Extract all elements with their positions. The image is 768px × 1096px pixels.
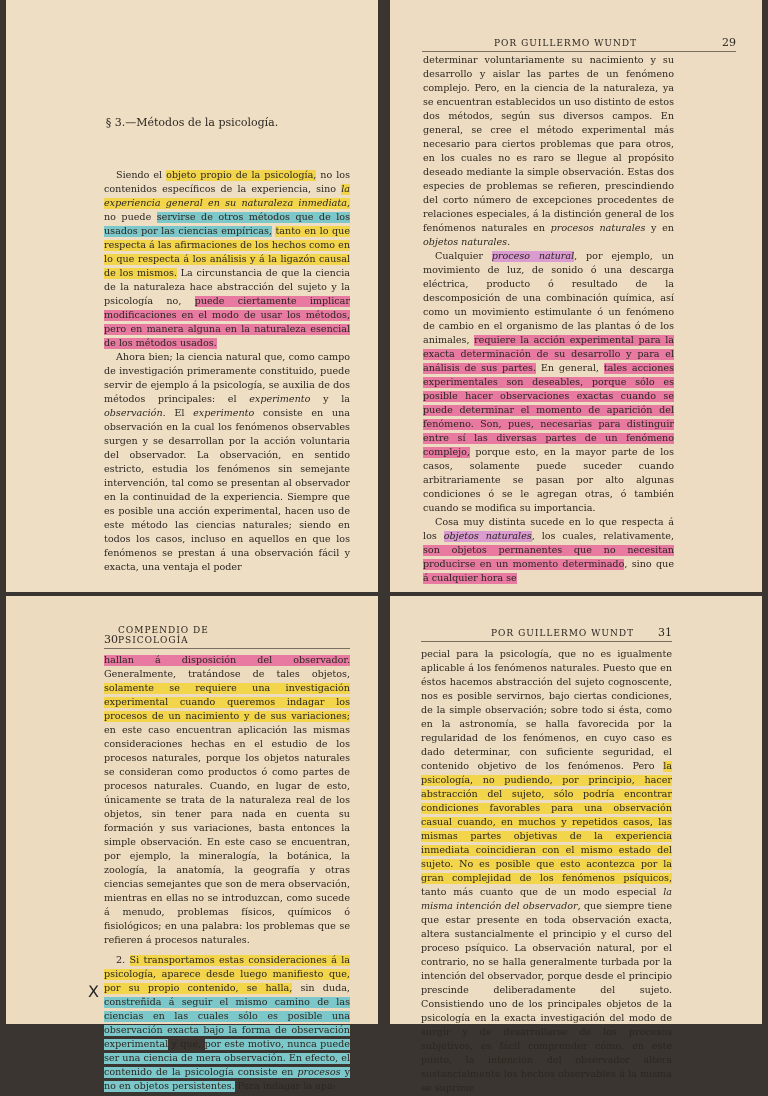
section-heading: § 3.—Métodos de la psicología. [105, 116, 279, 129]
paragraph: Cualquier proceso natural, por ejemplo, un movimiento de luz, de sonido ó una descarga eléctrica, producto ó resultado de la descomposición de una combinación química, así como un movimiento estimulante ó un fenómeno de cambio en el organismo de las plantas ó de los animales, requiere la acción experimental para la exacta determinación de su desarrollo y para el análisis de sus partes. En general, tales acciones experimentales son deseables, porque sólo es posible hacer observaciones exactas cuando se puede determinar el momento de aparición del fenómeno. Son, pues, necesarias para distinguir entre sí las diversas partes de un fenómeno complejo, porque esto, en la mayor parte de los casos, solamente puede suceder cuando arbitrariamente se pasan por alto algunas condiciones ó se le agregan otras, ó también cuando se modifica su importancia. [423, 251, 674, 514]
paragraph: Siendo el objeto propio de la psicología, no los contenidos específicos de la experiencia, sino la experiencia general en su naturaleza inmediata, no puede servirse de otros métodos que de los usados por las ciencias empíricas, tanto en lo que respecta á las afirmaciones de los hechos como en lo que respecta á los análisis y á la ligazón causal de los mismos. La circunstancia de que la ciencia de la naturaleza hace abstracción del sujeto y la psicología no, puede ciertamente implicar modificaciones en el modo de usar los métodos, pero en manera alguna en la naturaleza esencial de los métodos usados. [104, 170, 350, 349]
page-28 [6, 0, 378, 592]
running-title: COMPENDIO DE PSICOLOGÍA [118, 626, 209, 646]
page-number: 29 [722, 36, 736, 49]
paragraph: hallan á disposición del observador. Generalmente, tratándose de tales objetos, solamente se requiere una investigación experimental cuando queremos indagar los procesos de un nacimiento y de sus variaciones; en este caso encuentran aplicación las mismas consideraciones hechas en el estudio de los procesos naturales, porque los objetos naturales se consideran como productos ó como partes de procesos naturales. Cuando, en lugar de esto, únicamente se trata de la naturaleza real de los objetos, sin tener para nada en cuenta su formación y sus variaciones, basta entonces la simple observación. En este caso se encuentran, por ejemplo, la mineralogía, la botánica, la zoología, la anatomía, la geografía y otras ciencias semejantes que son de mera observación, mientras en ellas no se introduzcan, como sucede á menudo, problemas físicos, químicos ó fisiológicos; en una palabra: los problemas que se refieren á procesos naturales. [104, 655, 350, 946]
running-header [421, 626, 672, 642]
page-number: 31 [658, 626, 672, 639]
handwritten-mark: X [88, 982, 99, 1001]
page-body [423, 54, 674, 586]
paragraph: pecial para la psicología, que no es igualmente aplicable á los fenómenos naturales. Puesto que en éstos hacemos abstracción del sujeto cognoscente, nos es posible servirnos, bajo ciertas condiciones, de la simple observación; sobre todo si ésta, como en la astronomía, se halla favorecida por la regularidad de los fenómenos, en cuyo caso es dado determinar, con suficiente seguridad, el contenido objetivo de los fenómenos. Pero la psicología, no pudiendo, por principio, hacer abstracción del sujeto, sólo podría encontrar condiciones favorables para una observación casual cuando, en muchos y repetidos casos, las mismas partes objetivas de la experiencia inmediata coincidieran con el mismo estado del sujeto. No es posible que esto acontezca por la gran complejidad de los fenómenos psíquicos, tanto más cuanto que de un modo especial la misma intención del observador, que siempre tiene que estar presente en toda observación exacta, altera sustancialmente el principio y el curso del proceso psíquico. La observación natural, por el contrario, no se halla generalmente turbada por la intención del observador, porque desde el principio prescinde deliberadamente del sujeto. Consistiendo uno de los principales objetos de la psicología en la exacta investigación del modo de surgir y de desarrollarse de los procesos subjetivos, es fácil comprender cómo, en este punto, la intención del observador altera sustancialmente los hechos observables á la misma se suprime [421, 649, 672, 1094]
page-31 [390, 596, 762, 1094]
paragraph: Ahora bien; la ciencia natural que, como campo de investigación primeramente constituido, puede servir de ejemplo á la psicología, se auxilia de dos métodos principales: el experimento y la observación. El experimento consiste en una observación en la cual los fenómenos observables surgen y se desarrollan por la acción voluntaria del observador. La observación, en sentido estricto, estudia los fenómenos sin semejante intervención, tal como se presentan al observador en la continuidad de la experiencia. Siempre que es posible una acción experimental, hacen uso de este método las ciencias naturales; siendo en todos los casos, incluso en aquellos en que los fenómenos se prestan á una observación fácil y exacta, una ventaja el poder [104, 352, 350, 573]
page-29 [390, 0, 762, 592]
paragraph: Cosa muy distinta sucede en lo que respecta á los objetos naturales, los cuales, relativamente, son objetos permanentes que no necesitan producirse en un momento determinado, sino que á cualquier hora se [423, 517, 675, 584]
running-header [104, 626, 350, 649]
page-body [421, 648, 672, 1096]
paragraph: 2. Si transportamos estas consideraciones á la psicología, aparece desde luego manifiesto que, por su propio contenido, se halla, sin duda, constreñida á seguir el mismo camino de las ciencias en las cuales sólo es posible una observación exacta bajo la forma de observación experimental y que, por este motivo, nunca puede ser una ciencia de mera observación. En efecto, el contenido de la psicología consiste en procesos y no en objetos persistentes. Para indagar la apa- [104, 955, 351, 1092]
page-30 [6, 596, 378, 1092]
page-body [104, 169, 350, 575]
running-title: POR GUILLERMO WUNDT [491, 629, 635, 639]
paragraph: determinar voluntariamente su nacimiento y su desarrollo y aislar las partes de un fenómeno complejo. Pero, en la ciencia de la naturaleza, ya se encuentran establecidos un uso distinto de estos dos métodos, según sus diversos campos. En general, se cree el método experimental más necesario para ciertos problemas que para otros, en los cuales no es raro se llegue al propósito deseado mediante la simple observación. Estas dos especies de problemas se refieren, prescindiendo del corto número de excepciones procedentes de relaciones especiales, á la distinción general de los fenómenos naturales en procesos naturales y en objetos naturales. [423, 55, 674, 248]
page-number: 30 [104, 633, 118, 646]
running-header [422, 36, 736, 52]
page-body [104, 654, 350, 1094]
running-title: POR GUILLERMO WUNDT [494, 39, 638, 49]
